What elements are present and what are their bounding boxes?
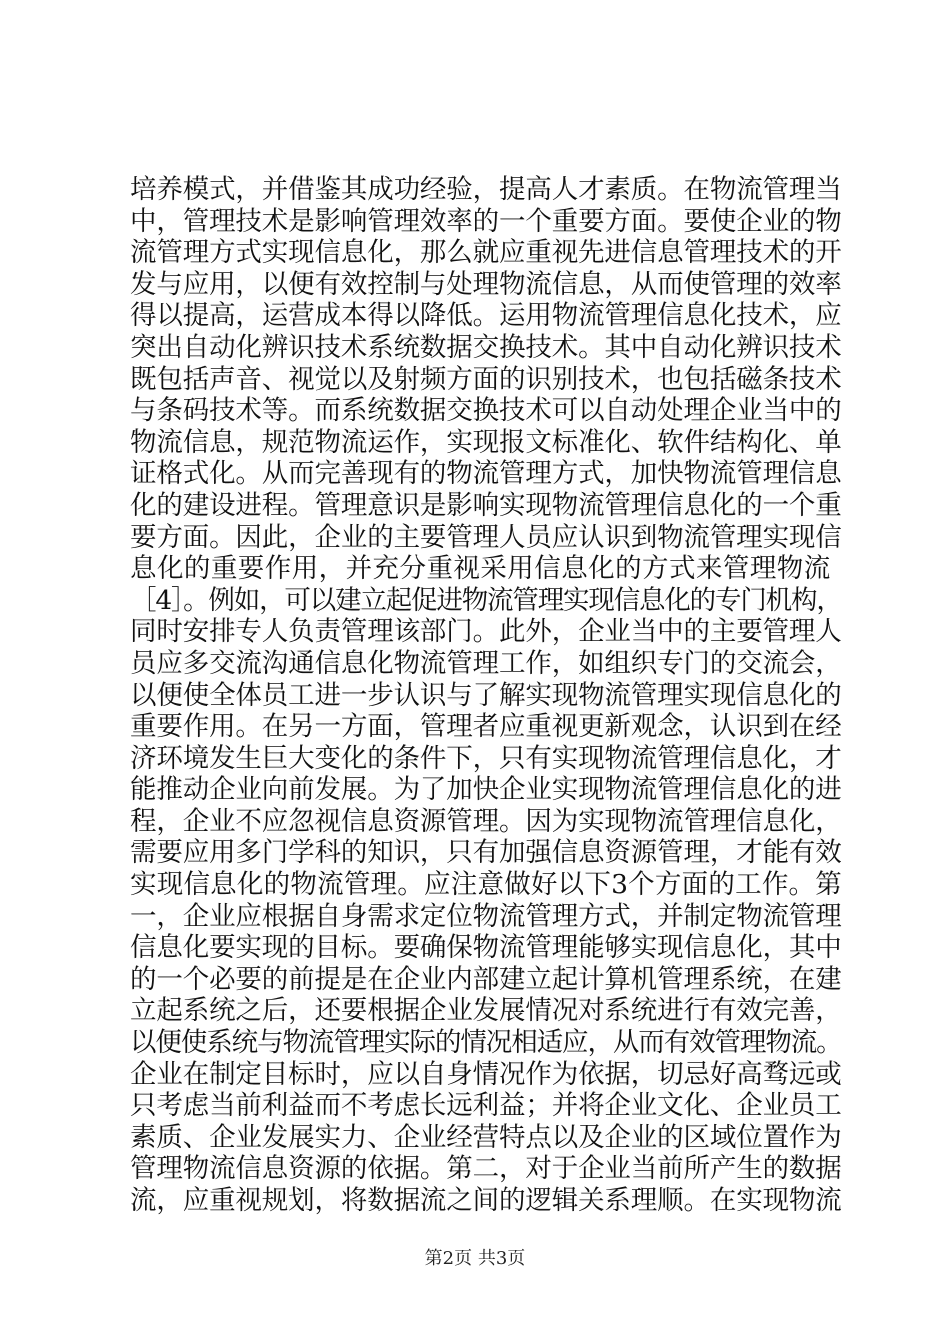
text-line: 突出自动化辨识技术系统数据交换技术。其中自动化辨识技术 [130,331,842,363]
text-line: 一，企业应根据自身需求定位物流管理方式，并制定物流管理 [130,900,842,932]
text-line: 济环境发生巨大变化的条件下，只有实现物流管理信息化，才 [130,742,842,774]
text-line: 证格式化。从而完善现有的物流管理方式，加快物流管理信息 [130,458,842,490]
text-line: 实现信息化的物流管理。应注意做好以下3个方面的工作。第 [130,869,843,901]
text-line: 程，企业不应忽视信息资源管理。因为实现物流管理信息化， [130,805,842,837]
text-line: 素质、企业发展实力、企业经营特点以及企业的区域位置作为 [130,1121,842,1153]
text-line: 需要应用多门学科的知识，只有加强信息资源管理，才能有效 [130,837,842,869]
text-line: 与条码技术等。而系统数据交换技术可以自动处理企业当中的 [130,395,842,427]
text-line: 得以提高，运营成本得以降低。运用物流管理信息化技术，应 [130,300,842,332]
text-line: 只考虑当前利益而不考虑长远利益；并将企业文化、企业员工 [130,1090,842,1122]
text-line: 培养模式，并借鉴其成功经验，提高人才素质。在物流管理当 [130,174,842,205]
text-line: 的一个必要的前提是在企业内部建立起计算机管理系统，在建 [130,963,842,995]
text-line: ［4］。例如，可以建立起促进物流管理实现信息化的专门机构， [130,584,842,616]
text-line: 物流信息，规范物流运作，实现报文标准化、软件结构化、单 [130,426,842,458]
text-line: 要方面。因此，企业的主要管理人员应认识到物流管理实现信 [130,521,842,553]
text-line: 以便使系统与物流管理实际的情况相适应，从而有效管理物流。 [130,1027,842,1059]
text-line: 企业在制定目标时，应以自身情况作为依据，切忌好高骛远或 [130,1058,842,1090]
text-line: 管理物流信息资源的依据。第二，对于企业当前所产生的数据 [130,1153,842,1185]
text-line: 化的建设进程。管理意识是影响实现物流管理信息化的一个重 [130,489,842,521]
text-line: 员应多交流沟通信息化物流管理工作，如组织专门的交流会， [130,647,842,679]
text-line: 以便使全体员工进一步认识与了解实现物流管理实现信息化的 [130,679,842,711]
text-line: 重要作用。在另一方面，管理者应重视更新观念，认识到在经 [130,711,842,743]
page-footer: 第2页 共3页 [424,1248,526,1269]
text-line: 信息化要实现的目标。要确保物流管理能够实现信息化，其中 [130,932,842,964]
text-line: 同时安排专人负责管理该部门。此外，企业当中的主要管理人 [130,616,842,648]
text-line: 能推动企业向前发展。为了加快企业实现物流管理信息化的进 [130,774,842,806]
text-line: 息化的重要作用，并充分重视采用信息化的方式来管理物流 [130,553,831,585]
text-line: 立起系统之后，还要根据企业发展情况对系统进行有效完善， [130,995,842,1027]
text-line: 流，应重视规划，将数据流之间的逻辑关系理顺。在实现物流 [130,1185,842,1216]
text-line: 流管理方式实现信息化，那么就应重视先进信息管理技术的开 [130,237,842,269]
text-line: 发与应用，以便有效控制与处理物流信息，从而使管理的效率 [130,268,842,300]
body-paragraph [130,174,842,1217]
text-line: 中，管理技术是影响管理效率的一个重要方面。要使企业的物 [130,205,842,237]
text-line: 既包括声音、视觉以及射频方面的识别技术，也包括磁条技术 [130,363,842,395]
